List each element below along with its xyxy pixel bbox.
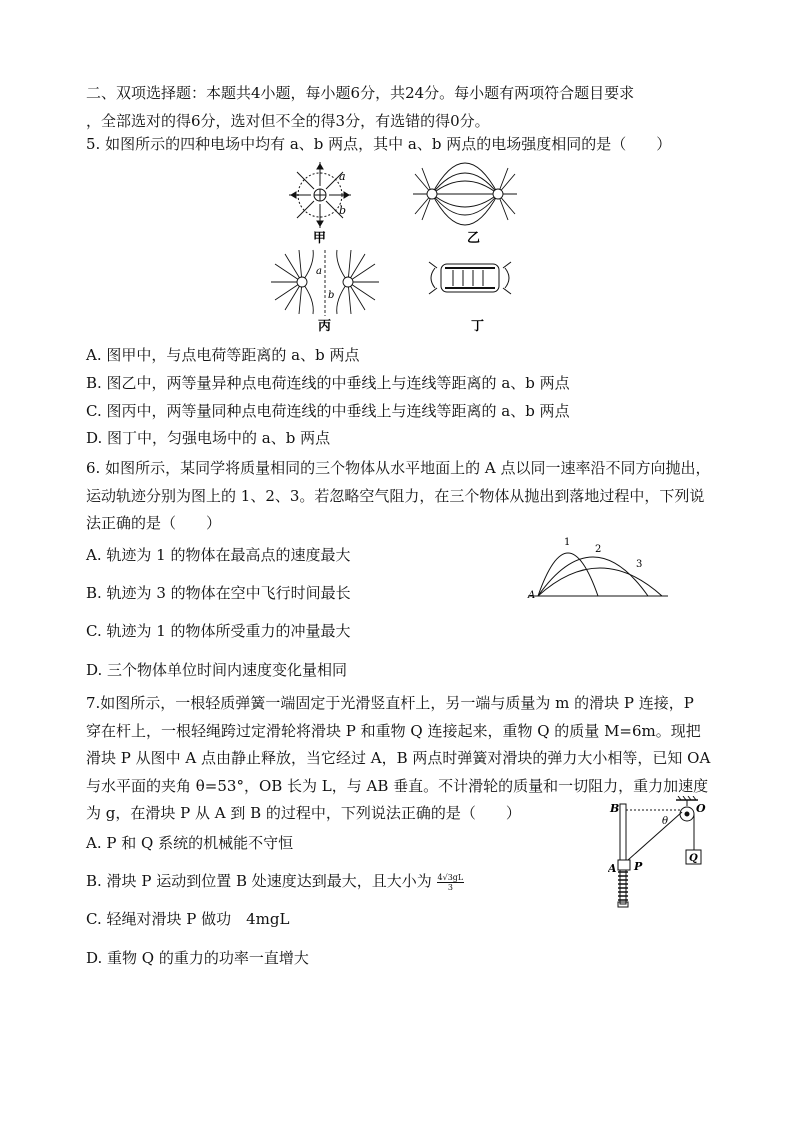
q6-option-a: A. 轨迹为 1 的物体在最高点的速度最大 [86,546,351,564]
q5-option-c: C. 图丙中，两等量同种点电荷连线的中垂线上与连线等距离的 a、b 两点 [86,402,570,420]
q7-weight-q-label: Q [689,853,698,864]
q5-option-a: A. 图甲中，与点电荷等距离的 a、b 两点 [86,346,360,364]
slider-p [618,860,630,870]
q7-point-a-label: A [608,862,617,875]
q7-option-b [86,870,464,892]
q7-option-a: A. P 和 Q 系统的机械能不守恒 [86,834,294,852]
q6-option-b: B. 轨迹为 3 的物体在空中飞行时间最长 [86,584,351,602]
figure-ding-capacitor [429,262,511,294]
figure-bing-b-label: b [328,290,335,301]
figure-jia-caption: 甲 [313,231,327,246]
trajectory-2 [538,557,648,596]
trajectory-1 [538,553,598,596]
figure-yi-caption: 乙 [467,231,481,246]
q7-option-b-text: B. 滑块 P 运动到位置 B 处速度达到最大，且大小为 [86,872,432,890]
q7-theta-label: θ [662,816,669,827]
vertical-rod [620,804,626,904]
figure-bing-like-charges [271,250,379,316]
q6-stem: 6. 如图所示，某同学将质量相同的三个物体从水平地面上的 A 点以同一速率沿不同方向抛出，运动轨迹分别为图上的 1、2、3。若忽略空气阻力，在三个物体从抛出到落地过程中，下列说法正确的是（ ） [86,459,711,532]
q5-stem: 5. 如图所示的四种电场中均有 a、b 两点，其中 a、b 两点的电场强度相同的是（ ） [86,135,672,153]
q5-option-d: D. 图丁中，匀强电场中的 a、b 两点 [86,429,331,447]
q6-option-c: C. 轨迹为 1 的物体所受重力的冲量最大 [86,622,351,640]
figure-jia-a-label: a [339,170,346,183]
q7-pulley-figure [608,796,708,916]
section-header-line2: ，全部选对的得6分，选对但不全的得3分，有选错的得0分。 [86,112,490,130]
q7-point-b-label: B [610,802,620,815]
trajectory-3 [538,568,662,596]
q7-option-d: D. 重物 Q 的重力的功率一直增大 [86,949,309,967]
q6-point-a-label: A [528,590,536,601]
fraction-numerator: 4√3gL [437,872,464,882]
q7-slider-p-label: P [634,860,643,873]
section-header-line1: 二、双项选择题：本题共4小题，每小题6分，共24分。每小题有两项符合题目要求 [86,84,635,102]
q6-traj-2-label: 2 [595,544,602,555]
q7-option-b-fraction [437,873,465,892]
figure-jia-b-label: b [339,204,347,217]
figure-ding-caption: 丁 [471,319,485,334]
q7-option-c: C. 轻绳对滑块 P 做功 4mgL [86,910,290,928]
q5-figure [255,158,545,338]
figure-bing-caption: 丙 [318,319,332,334]
q7-stem: 7.如图所示，一根轻质弹簧一端固定于光滑竖直杆上，另一端与质量为 m 的滑块 P 连接，P 穿在杆上，一根轻绳跨过定滑轮将滑块 P 和重物 Q 连接起来，重物 Q 的质量 M=6m。现把滑块 P 从图中 A 点由静止释放，当它经过 A，B 两点时弹簧对滑块的弹力大小相等，已知 OA 与水平面的夹角 θ=53°，OB 长为 L，与 AB 垂直。不计滑轮的质量和一切阻力，重力加速度为 g，在滑块 P 从 A 到 B 的过程中，下列说法正确的是（ ） [86,694,711,822]
fraction-denominator: 3 [447,882,453,892]
q6-option-d: D. 三个物体单位时间内速度变化量相同 [86,661,348,679]
q5-option-b: B. 图乙中，两等量异种点电荷连线的中垂线上与连线等距离的 a、b 两点 [86,374,570,392]
q6-traj-3-label: 3 [636,559,643,570]
q6-traj-1-label: 1 [564,537,571,548]
figure-bing-a-label: a [316,266,322,277]
q6-trajectory-figure [522,532,672,602]
q7-point-o-label: O [696,802,706,815]
figure-yi-dipole [413,163,517,225]
